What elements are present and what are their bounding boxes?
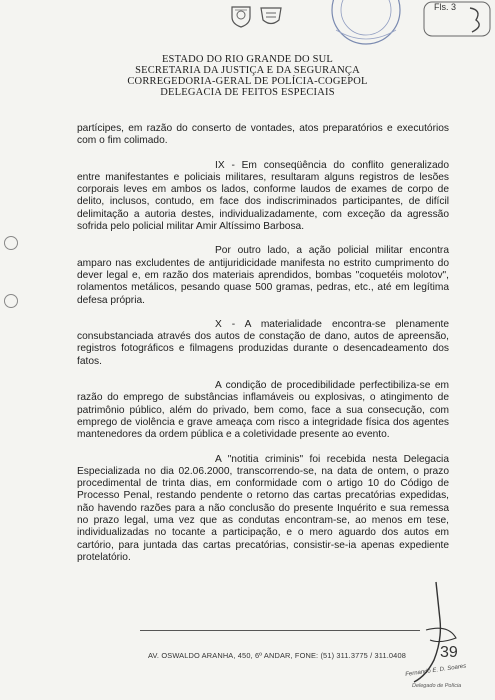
official-seal-stamp bbox=[322, 0, 412, 46]
folio-label: Fls. 3 bbox=[434, 2, 457, 12]
punch-hole bbox=[4, 236, 18, 250]
header-corregedoria: CORREGEDORIA-GERAL DE POLÍCIA-COGEPOL bbox=[127, 76, 368, 87]
paragraph: X - A materialidade encontra-se plenamente consubstanciada através dos autos de constação de dano, autos de apreensão, registros fotográficos e filmagens produzidas durante o desencadeamento dos fatos. bbox=[77, 318, 452, 367]
paragraph: A condição de procedibilidade perfectibiliza-se em razão do emprego de substâncias inflamáveis ou explosivas, o atingimento de patrimônio público, além do privado, bem como, face a sua consecução, com emprego de violência e grave ameaça com risco a integridade física dos agentes mantenedores da ordem pública e a coletividade presente ao evento. bbox=[77, 380, 452, 441]
header-delegacia: DELEGACIA DE FEITOS ESPECIAIS bbox=[160, 87, 335, 98]
header-secretariat: SECRETARIA DA JUSTIÇA E DA SEGURANÇA bbox=[135, 65, 360, 76]
police-crest-icon bbox=[258, 4, 284, 28]
signature-role: Delegado de Polícia bbox=[412, 683, 462, 689]
letterhead bbox=[0, 54, 495, 98]
paragraph: Por outro lado, a ação policial militar encontra amparo nas excludentes de antijuridicidade manifesta no estrito cumprimento do dever legal e, em razão dos materiais aprendidos, bombas "coquetéis molotov", rolamentos metálicos, pesando quase 500 gramas, pedras, etc., até em legítima defesa própria. bbox=[77, 245, 452, 306]
footer-address: AV. OSWALDO ARANHA, 450, 6º ANDAR, FONE: (51) 311.3775 / 311.0408 bbox=[148, 651, 406, 660]
state-crest-icon bbox=[228, 4, 254, 28]
header-state: ESTADO DO RIO GRANDE DO SUL bbox=[161, 54, 334, 65]
document-body bbox=[77, 123, 452, 576]
page-number: 39 bbox=[440, 644, 458, 661]
paragraph: IX - Em conseqüência do conflito generalizado entre manifestantes e policiais militares, resultaram alguns registros de lesões corporais leves em ambos os lados, conforme laudos de exames de corpo de delito, inclusos, contudo, em face dos indiscriminados participantes, de difícil delimitação a autoria destes, individualizadamente, com exceção da agressão sofrida pelo policial militar Amir Altíssimo Barbosa. bbox=[77, 159, 452, 233]
footer-divider bbox=[140, 630, 420, 631]
signature-name: Fernando E. D. Soares bbox=[405, 663, 467, 678]
paragraph: partícipes, em razão do conserto de vontades, atos preparatórios e executórios com o fim colimado. bbox=[77, 123, 452, 147]
punch-hole bbox=[4, 294, 18, 308]
paragraph: A "notitia criminis" foi recebida nesta Delegacia Especializada no dia 02.06.2000, transcorrendo-se, na data de ontem, o prazo procedimental de trinta dias, em conformidade com o artigo 10 do Código de Processo Penal, restando pendente o retorno das cartas precatórias expedidas, não havendo razões para a não conclusão do presente Inquérito e sua remessa no prazo legal, uma vez que as condutas encontram-se, ao menos em tese, individualizadas no tocante a participação, e o mero aguardo dos autos em cartório, para juntada das cartas precatórias, consistir-se-ia apenas expediente protelatório. bbox=[77, 453, 452, 563]
